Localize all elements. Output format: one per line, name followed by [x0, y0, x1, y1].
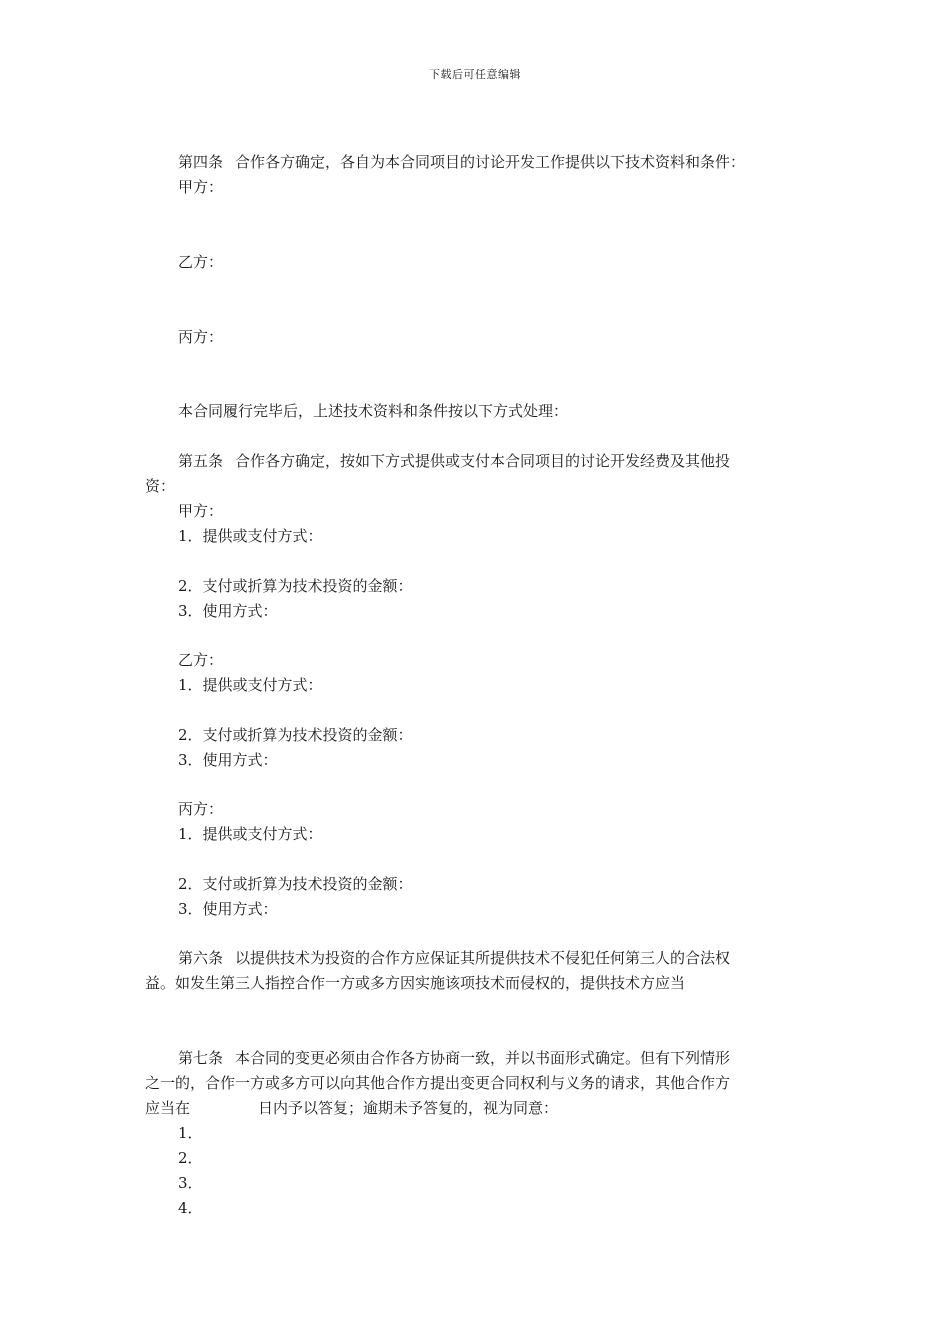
article-5-party-c-item-1: 1．提供或支付方式： — [178, 825, 323, 843]
article-4-party-b: 乙方： — [178, 253, 224, 271]
article-6-text-line-1: 以提供技术为投资的合作方应保证其所提供技术不侵犯任何第三人的合法权 — [235, 949, 731, 967]
article-7-title: 第七条 — [178, 1049, 224, 1067]
article-5-party-a-item-1: 1．提供或支付方式： — [178, 527, 323, 545]
article-4-party-a: 甲方： — [178, 178, 224, 196]
article-6-title: 第六条 — [178, 949, 224, 967]
article-7-item-3: 3． — [178, 1174, 203, 1192]
article-7-text-line-2: 之一的，合作一方或多方可以向其他合作方提出变更合同权利与义务的请求，其他合作方 — [145, 1074, 731, 1092]
article-5-party-a-item-3: 3．使用方式： — [178, 602, 278, 620]
article-5-party-c: 丙方： — [178, 800, 224, 818]
article-5-party-c-item-2: 2．支付或折算为技术投资的金额： — [178, 875, 413, 893]
article-4-after: 本合同履行完毕后，上述技术资料和条件按以下方式处理： — [178, 402, 569, 420]
article-5-party-c-item-3: 3．使用方式： — [178, 900, 278, 918]
article-5-text-line-1: 合作各方确定，按如下方式提供或支付本合同项目的讨论开发经费及其他投 — [235, 452, 731, 470]
article-4-title: 第四条 — [178, 153, 224, 171]
article-7-item-4: 4． — [178, 1199, 203, 1217]
article-5-party-b: 乙方： — [178, 651, 224, 669]
article-6-heading — [178, 948, 730, 968]
page-header: 下载后可任意编辑 — [429, 68, 521, 81]
article-5-party-a: 甲方： — [178, 502, 224, 520]
article-4-party-c: 丙方： — [178, 328, 224, 346]
article-7-item-1: 1． — [178, 1124, 203, 1142]
article-7-text-line-3 — [145, 1098, 558, 1118]
article-7-text-line-1: 本合同的变更必须由合作各方协商一致，并以书面形式确定。但有下列情形 — [235, 1049, 731, 1067]
article-5-heading — [178, 451, 730, 471]
article-5-text-line-2: 资： — [145, 477, 176, 495]
article-5-party-b-item-1: 1．提供或支付方式： — [178, 676, 323, 694]
article-4-heading — [178, 152, 745, 172]
article-4-text: 合作各方确定，各自为本合同项目的讨论开发工作提供以下技术资料和条件： — [235, 153, 746, 171]
article-5-party-a-item-2: 2．支付或折算为技术投资的金额： — [178, 577, 413, 595]
article-5-party-b-item-2: 2．支付或折算为技术投资的金额： — [178, 726, 413, 744]
article-5-party-b-item-3: 3．使用方式： — [178, 751, 278, 769]
article-5-title: 第五条 — [178, 452, 224, 470]
article-7-item-2: 2． — [178, 1149, 203, 1167]
article-7-text-line-3a: 应当在 — [145, 1099, 191, 1117]
article-6-text-line-2: 益。如发生第三人指控合作一方或多方因实施该项技术而侵权的，提供技术方应当 — [145, 974, 686, 992]
article-7-heading — [178, 1048, 730, 1068]
article-7-text-line-3b: 日内予以答复；逾期未予答复的，视为同意： — [258, 1099, 559, 1117]
